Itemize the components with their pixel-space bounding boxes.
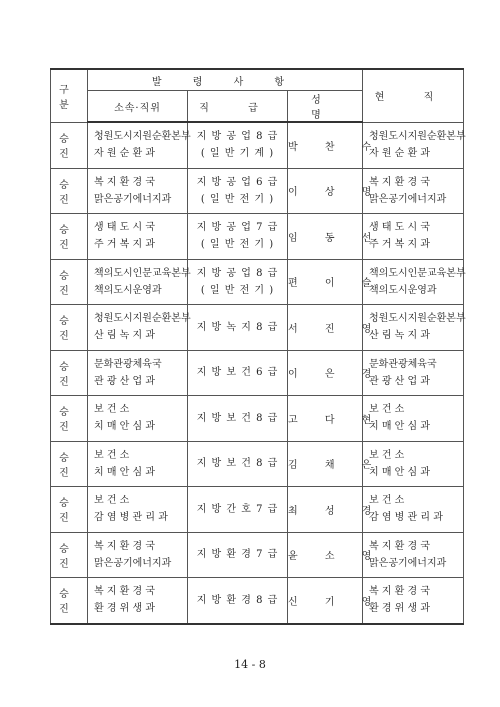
affiliation-line2: 환 경 위 생 과 <box>94 603 156 615</box>
grade-line1: 지 방 공 업 8 급 <box>196 267 279 279</box>
table-row <box>51 122 464 168</box>
type-text: 승 진 <box>59 134 79 160</box>
table-row <box>51 350 464 396</box>
table-row <box>51 214 464 260</box>
type-text: 승 진 <box>59 543 79 570</box>
row-current <box>363 259 464 305</box>
current-line1: 청원도시지원순환본부 <box>369 313 466 325</box>
affiliation-line1: 보 건 소 <box>94 449 130 461</box>
affiliation-line1: 청원도시지원순환본부 <box>94 313 191 325</box>
row-current <box>363 122 464 168</box>
row-type <box>51 305 88 351</box>
current-line1: 청원도시지원순환본부 <box>369 131 466 142</box>
personnel-table <box>50 68 464 625</box>
current-line2: 치 매 안 심 과 <box>369 466 431 478</box>
current-line2: 감 염 병 관 리 과 <box>369 512 443 524</box>
grade-line2: ( 일 반 기 계 ) <box>200 148 275 160</box>
row-type <box>51 487 88 533</box>
row-type <box>51 532 88 578</box>
name-text: 고 다 현 <box>288 414 384 426</box>
row-current <box>363 305 464 351</box>
row-type <box>51 350 88 396</box>
affiliation-line2: 관 광 산 업 과 <box>94 375 156 387</box>
row-type <box>51 441 88 487</box>
type-text: 승 진 <box>59 270 79 297</box>
row-current <box>363 350 464 396</box>
row-type <box>51 168 88 214</box>
row-type <box>51 578 88 624</box>
affiliation-line2: 산 림 녹 지 과 <box>94 330 156 342</box>
row-type <box>51 122 88 168</box>
row-name <box>288 578 384 624</box>
row-name <box>288 122 384 168</box>
name-text: 신 기 영 <box>288 596 384 608</box>
row-affiliation <box>88 532 188 578</box>
current-line2: 주 거 복 지 과 <box>369 239 431 251</box>
page-number: 14 - 8 <box>234 658 266 671</box>
grade-line1: 지 방 보 건 6 급 <box>196 367 279 379</box>
table-row <box>51 532 464 578</box>
grade-line1: 지 방 간 호 7 급 <box>196 503 279 515</box>
grade-line1: 지 방 환 경 8 급 <box>196 594 279 606</box>
type-text: 승 진 <box>59 498 79 525</box>
row-name <box>288 532 384 578</box>
row-affiliation <box>88 214 188 260</box>
current-line1: 복 지 환 경 국 <box>369 540 431 552</box>
affiliation-line2: 치 매 안 심 과 <box>94 466 156 478</box>
affiliation-line2: 맑은공기에너지과 <box>94 193 172 205</box>
header-name: 성 명 <box>288 91 363 123</box>
affiliation-line1: 복 지 환 경 국 <box>94 586 156 598</box>
affiliation-line1: 청원도시지원순환본부 <box>94 131 191 143</box>
row-current <box>363 532 464 578</box>
row-name <box>288 259 384 305</box>
row-name <box>288 487 384 533</box>
name-text: 이 상 명 <box>288 187 384 199</box>
affiliation-line2: 주 거 복 지 과 <box>94 239 156 251</box>
row-grade <box>188 350 288 396</box>
current-line2: 책의도시운영과 <box>369 284 437 296</box>
name-text: 편 이 슬 <box>288 278 384 290</box>
type-text: 승 진 <box>59 452 79 479</box>
row-current <box>363 578 464 624</box>
row-type <box>51 214 88 260</box>
affiliation-line1: 문화관광체육국 <box>94 358 162 370</box>
row-affiliation <box>88 578 188 624</box>
row-name <box>288 305 384 351</box>
row-current <box>363 441 464 487</box>
current-line1: 복 지 환 경 국 <box>369 176 431 188</box>
type-text: 승 진 <box>59 407 79 434</box>
type-text: 승 진 <box>59 225 79 252</box>
row-grade <box>188 487 288 533</box>
type-text: 승 진 <box>59 179 79 206</box>
grade-line2: ( 일 반 전 기 ) <box>200 193 275 205</box>
row-current <box>363 487 464 533</box>
row-affiliation <box>88 350 188 396</box>
row-grade <box>188 396 288 442</box>
name-text: 박 찬 수 <box>288 141 384 153</box>
row-type <box>51 396 88 442</box>
row-current <box>363 396 464 442</box>
row-grade <box>188 168 288 214</box>
grade-line1: 지 방 보 건 8 급 <box>196 458 279 470</box>
row-name <box>288 214 384 260</box>
affiliation-line1: 보 건 소 <box>94 404 130 416</box>
grade-line1: 지 방 공 업 6 급 <box>196 176 279 188</box>
affiliation-line2: 자 원 순 환 과 <box>94 148 156 160</box>
name-text: 김 채 은 <box>288 460 384 472</box>
row-affiliation <box>88 168 188 214</box>
header-type: 구 분 <box>51 69 88 122</box>
header-announcement: 발 령 사 항 <box>88 69 363 91</box>
affiliation-line1: 책의도시인문교육본부 <box>94 267 191 279</box>
table-row <box>51 578 464 624</box>
grade-line1: 지 방 환 경 7 급 <box>196 549 279 561</box>
row-grade <box>188 441 288 487</box>
current-line1: 책의도시인문교육본부 <box>369 267 466 279</box>
row-current <box>363 214 464 260</box>
name-text: 최 성 경 <box>288 505 384 517</box>
table-row <box>51 305 464 351</box>
row-affiliation <box>88 396 188 442</box>
row-name <box>288 168 384 214</box>
grade-line1: 지 방 공 업 7 급 <box>196 222 279 234</box>
row-grade <box>188 532 288 578</box>
name-text: 윤 소 영 <box>288 551 384 563</box>
table-row <box>51 168 464 214</box>
affiliation-line1: 보 건 소 <box>94 495 130 507</box>
table-row <box>51 259 464 305</box>
row-affiliation <box>88 259 191 305</box>
row-name <box>288 396 384 442</box>
grade-line2: ( 일 반 전 기 ) <box>200 284 275 296</box>
current-line1: 보 건 소 <box>369 404 405 416</box>
row-name <box>288 350 384 396</box>
row-grade <box>188 122 288 168</box>
current-line1: 보 건 소 <box>369 495 405 507</box>
type-text: 승 진 <box>59 589 79 616</box>
row-grade <box>188 259 288 305</box>
row-grade <box>188 214 288 260</box>
name-text: 서 진 영 <box>288 323 384 335</box>
current-line1: 생 태 도 시 국 <box>369 222 431 234</box>
current-line2: 자 원 순 환 과 <box>369 148 431 159</box>
type-text: 승 진 <box>59 361 79 388</box>
grade-line1: 지 방 공 업 8 급 <box>196 131 279 143</box>
affiliation-line2: 책의도시운영과 <box>94 284 162 296</box>
current-line2: 산 림 녹 지 과 <box>369 330 431 342</box>
current-line2: 관 광 산 업 과 <box>369 375 431 387</box>
row-affiliation <box>88 487 188 533</box>
grade-line2: ( 일 반 전 기 ) <box>200 239 275 251</box>
affiliation-line2: 맑은공기에너지과 <box>94 557 172 569</box>
table-row <box>51 396 464 442</box>
table-row <box>51 441 464 487</box>
current-line2: 치 매 안 심 과 <box>369 421 431 433</box>
row-affiliation <box>88 305 191 351</box>
header-current: 현 직 <box>363 69 464 122</box>
affiliation-line2: 치 매 안 심 과 <box>94 421 156 433</box>
name-text: 이 은 경 <box>288 369 384 381</box>
current-line2: 맑은공기에너지과 <box>369 557 447 569</box>
row-grade <box>188 305 288 351</box>
affiliation-line1: 복 지 환 경 국 <box>94 540 156 552</box>
header-row-top <box>51 69 464 91</box>
current-line2: 환 경 위 생 과 <box>369 603 431 615</box>
table-row <box>51 487 464 533</box>
current-line2: 맑은공기에너지과 <box>369 193 447 205</box>
name-text: 임 동 선 <box>288 232 384 244</box>
current-line1: 문화관광체육국 <box>369 358 437 370</box>
grade-line1: 지 방 보 건 8 급 <box>196 412 279 424</box>
row-affiliation <box>88 441 188 487</box>
current-line1: 복 지 환 경 국 <box>369 586 431 598</box>
row-affiliation <box>88 122 191 168</box>
current-line1: 보 건 소 <box>369 449 405 461</box>
grade-line1: 지 방 녹 지 8 급 <box>196 321 279 333</box>
type-text: 승 진 <box>59 316 79 343</box>
affiliation-line1: 생 태 도 시 국 <box>94 222 156 234</box>
header-affiliation: 소속·직위 <box>88 91 188 123</box>
row-name <box>288 441 384 487</box>
row-current <box>363 168 464 214</box>
row-type <box>51 259 88 305</box>
affiliation-line2: 감 염 병 관 리 과 <box>94 512 168 524</box>
header-grade: 직 급 <box>188 91 288 123</box>
row-grade <box>188 578 288 624</box>
affiliation-line1: 복 지 환 경 국 <box>94 176 156 188</box>
